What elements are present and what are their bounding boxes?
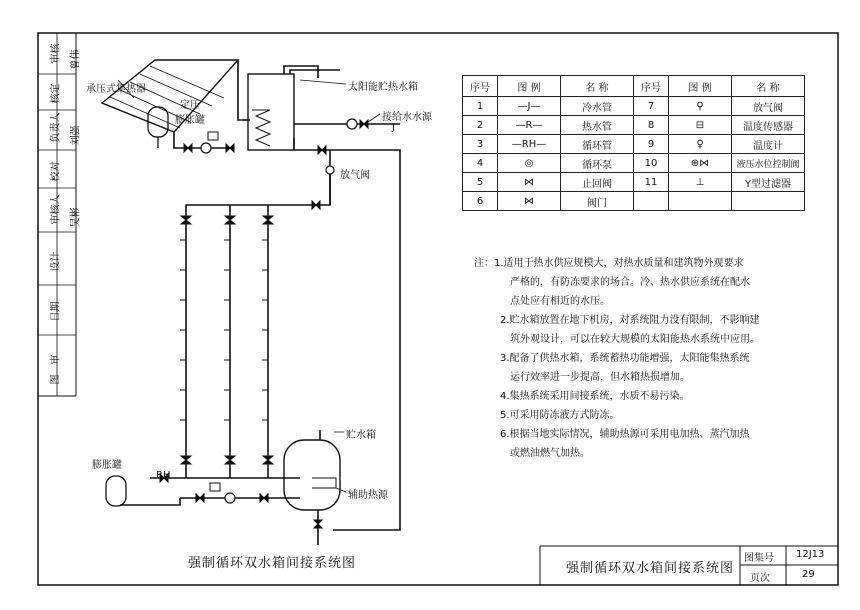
note-line: 或燃油燃气加热。: [510, 448, 590, 459]
label-solar-tank: 太阳能贮热水箱: [348, 82, 418, 93]
temp-sensor-icon: [210, 483, 220, 491]
side-label-8: 审核人: [50, 194, 62, 225]
atlas-number-label: 图集号: [744, 553, 774, 564]
legend-no: 8: [634, 116, 669, 135]
piping: [102, 60, 400, 545]
label-air-vent: 放气阀: [340, 170, 370, 181]
notes-block: [474, 254, 804, 463]
legend-name: 止回阀: [561, 173, 634, 192]
side-label-3: 校对: [50, 161, 62, 182]
legend-header-name-2: 名 称: [732, 76, 805, 97]
legend-row: [463, 154, 805, 173]
legend-name: 循环泵: [561, 154, 634, 173]
temp-sensor-icon: [208, 132, 218, 140]
thermometer-icon: ♀: [669, 135, 732, 154]
side-label-7: 负责人: [50, 112, 62, 143]
legend-name: 阀门: [561, 192, 634, 211]
legend-row: [463, 116, 805, 135]
note-line: 3.配备了供热水箱，系统蓄热功能增强，太阳能集热系统: [500, 353, 750, 364]
note-line: 5.可采用防冻液方式防冻。: [500, 410, 620, 421]
legend-no: 1: [463, 97, 498, 116]
pump-icon: [201, 143, 211, 153]
note-line: 筑外观设计，可以在较大规模的太阳能热水系统中应用。: [510, 334, 760, 345]
legend-name: 温度计: [732, 135, 805, 154]
valve-icon: ⋈: [498, 192, 561, 211]
legend-header-symbol: 图 例: [498, 76, 561, 97]
pump-icon: [347, 119, 357, 129]
legend-no: [634, 192, 669, 211]
storage-tank: [284, 440, 340, 510]
temp-sensor-icon: ⊟: [669, 116, 732, 135]
label-rh: RH: [156, 470, 171, 481]
legend-no: 6: [463, 192, 498, 211]
label-cold-water: 接给水水源: [382, 112, 432, 123]
legend-row: [463, 97, 805, 116]
note-line: 点处应有相近的水压。: [510, 296, 610, 307]
solar-storage-tank: [248, 74, 294, 150]
legend-symbol: —RH—: [498, 135, 561, 154]
label-j: J: [392, 122, 395, 133]
label-expansion-top: 定压 膨胀罐: [175, 100, 205, 126]
side-label-2: 核定: [50, 83, 62, 104]
diagram-title: 强制循环双水箱间接系统图: [188, 556, 357, 571]
air-vent-icon: ⚲: [669, 97, 732, 116]
expansion-tank-bottom: [106, 476, 126, 506]
legend-header-no-2: 序号: [634, 76, 669, 97]
atlas-number: 12J13: [796, 549, 825, 560]
y-filter-icon: ⊥: [669, 173, 732, 192]
legend-row: [463, 192, 805, 211]
legend-name: 液压水位控制阀: [732, 154, 805, 173]
air-vent-icon: [326, 166, 334, 174]
legend-symbol-empty: [669, 192, 732, 211]
legend-no: 4: [463, 154, 498, 173]
side-label-10: 日期: [50, 301, 62, 322]
legend-header-symbol-2: 图 例: [669, 76, 732, 97]
level-control-icon: ⊕⋈: [669, 154, 732, 173]
pump-icon: [225, 493, 235, 503]
legend-name: 温度传感器: [732, 116, 805, 135]
legend-no: 7: [634, 97, 669, 116]
legend-name: [732, 192, 805, 211]
pump-icon: ◎: [498, 154, 561, 173]
legend-no: 11: [634, 173, 669, 192]
note-line: 4.集热系统采用间接系统，水质不易污染。: [500, 391, 690, 402]
valves: [160, 120, 368, 528]
side-label-4: 设计: [50, 251, 62, 272]
page-label: 页次: [750, 573, 770, 584]
legend-header-name: 名 称: [561, 76, 634, 97]
legend-symbol: —R—: [498, 116, 561, 135]
side-label-6: 图: [50, 374, 62, 385]
side-label-9: 刘强: [70, 125, 82, 146]
note-line: 6.根据当地实际情况，辅助热源可采用电加热、蒸汽加热: [500, 429, 750, 440]
note-line: 运行效率进一步提高，但水箱热损增加。: [510, 372, 690, 383]
solar-collector: [102, 60, 238, 132]
label-expansion-bottom: 膨胀罐: [92, 460, 122, 471]
label-collector: 承压式集热器: [86, 84, 146, 95]
legend-symbol: —J—: [498, 97, 561, 116]
label-storage-tank: 贮水箱: [346, 430, 376, 441]
note-line: 严格的，有防冻要求的场合。冷、热水供应系统在配水: [510, 277, 750, 288]
legend-name: 放气阀: [732, 97, 805, 116]
note-line: 注：1.适用于热水供应规模大，对热水质量和建筑物外观要求: [474, 258, 744, 269]
legend-name: Y型过滤器: [732, 173, 805, 192]
side-label-11: 吴彬: [70, 207, 82, 228]
legend-no: 5: [463, 173, 498, 192]
title-block-title: 强制循环双水箱间接系统图: [566, 561, 735, 576]
legend-row: [463, 135, 805, 154]
label-aux-heat: 辅助热源: [348, 490, 388, 501]
legend-name: 冷水管: [561, 97, 634, 116]
legend-no: 9: [634, 135, 669, 154]
legend-name: 热水管: [561, 116, 634, 135]
legend-table: [462, 75, 805, 211]
legend-header-no: 序号: [463, 76, 498, 97]
legend-no: 2: [463, 116, 498, 135]
side-label-12: 曾伟: [70, 49, 82, 70]
note-line: 2.贮水箱放置在地下机房，对系统阻力没有限制，不影响建: [500, 315, 760, 326]
side-label-5: 审: [50, 354, 62, 365]
check-valve-icon: ⋈: [498, 173, 561, 192]
legend-row: [463, 173, 805, 192]
legend-name: 循环管: [561, 135, 634, 154]
page-number: 29: [802, 569, 815, 580]
legend-no: 3: [463, 135, 498, 154]
side-label-1: 审核: [50, 43, 62, 64]
legend-no: 10: [634, 154, 669, 173]
legend-header-row: [463, 76, 805, 97]
